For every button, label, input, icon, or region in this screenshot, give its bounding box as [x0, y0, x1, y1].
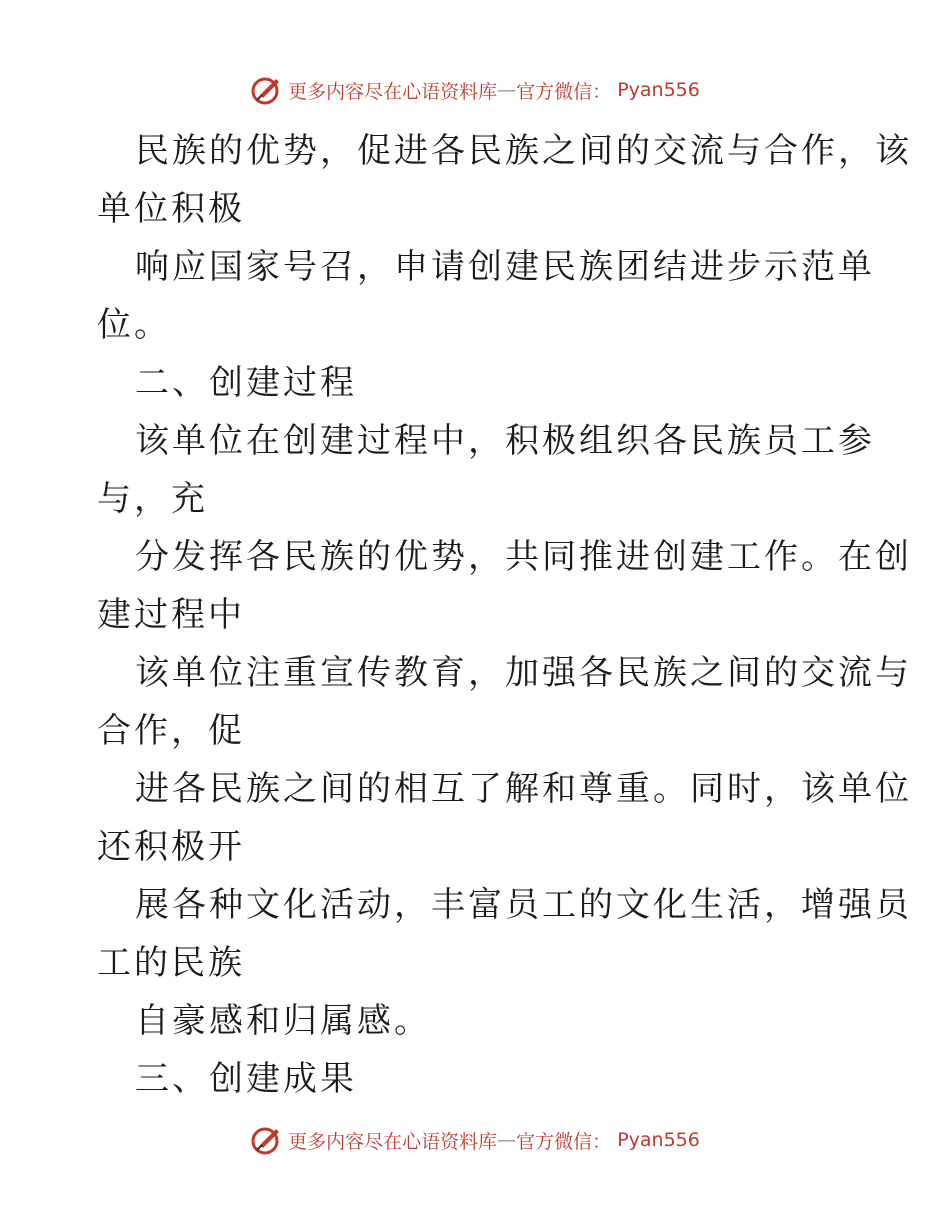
quill-swirl-logo-icon — [250, 1123, 284, 1157]
watermark-text: 更多内容尽在心语资料库 — [288, 1130, 498, 1153]
section-heading: 二、创建过程 — [135, 363, 357, 403]
paragraph-line: 单位积极 — [97, 189, 245, 229]
paragraph-line: 进各民族之间的相互了解和尊重。同时，该单位 — [135, 769, 912, 809]
paragraph-line: 展各种文化活动，丰富员工的文化生活，增强员 — [135, 885, 912, 925]
section-heading: 三、创建成果 — [135, 1059, 357, 1099]
wechat-label: 官方微信： — [516, 80, 612, 103]
paragraph-line: 与，充 — [97, 479, 208, 519]
paragraph-line: 该单位注重宣传教育，加强各民族之间的交流与 — [135, 653, 912, 693]
watermark-separator: — — [497, 79, 517, 101]
watermark-text: 更多内容尽在心语资料库 — [288, 80, 498, 103]
paragraph-line: 自豪感和归属感。 — [135, 1001, 431, 1041]
wechat-id: Pyan556 — [617, 1129, 700, 1151]
paragraph-line: 工的民族 — [97, 943, 245, 983]
paragraph-line: 位。 — [97, 305, 171, 345]
footer-watermark — [0, 1118, 950, 1162]
paragraph-line: 建过程中 — [97, 595, 245, 635]
wechat-id: Pyan556 — [617, 79, 700, 101]
quill-swirl-logo-icon — [250, 73, 284, 107]
paragraph-line: 该单位在创建过程中，积极组织各民族员工参 — [135, 421, 875, 461]
paragraph-line: 响应国家号召，申请创建民族团结进步示范单 — [135, 247, 875, 287]
paragraph-line: 分发挥各民族的优势，共同推进创建工作。在创 — [135, 537, 912, 577]
wechat-label: 官方微信： — [516, 1130, 612, 1153]
paragraph-line: 还积极开 — [97, 827, 245, 867]
paragraph-line: 合作，促 — [97, 711, 245, 751]
document-body — [97, 122, 912, 1108]
watermark-separator: — — [497, 1129, 517, 1151]
paragraph-line: 民族的优势，促进各民族之间的交流与合作，该 — [135, 131, 912, 171]
header-watermark — [0, 68, 950, 112]
